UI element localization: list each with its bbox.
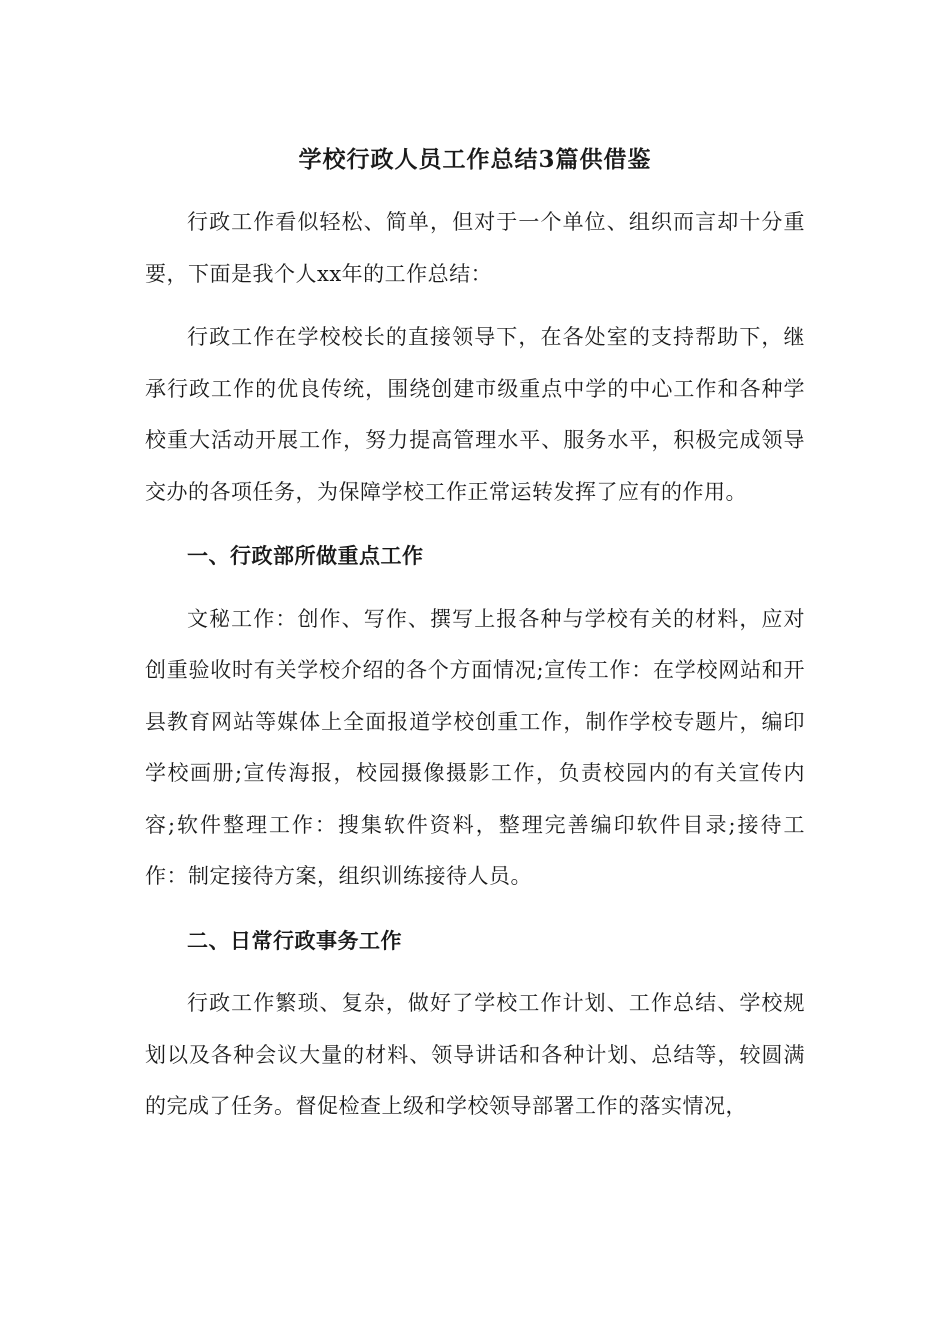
document-body bbox=[145, 197, 805, 1145]
document-title: 学校行政人员工作总结3篇供借鉴 bbox=[298, 146, 652, 173]
section-1-paragraph: 文秘工作：创作、写作、撰写上报各种与学校有关的材料，应对创重验收时有关学校介绍的各个方面情况;宣传工作：在学校网站和开县教育网站等媒体上全面报道学校创重工作，制作学校专题片，编印学校画册;宣传海报，校园摄像摄影工作，负责校园内的有关宣传内容;软件整理工作：搜集软件资料，整理完善编印软件目录;接待工作：制定接待方案，组织训练接待人员。 bbox=[145, 606, 805, 888]
section-heading-2: 二、日常行政事务工作 bbox=[187, 927, 402, 953]
section-heading-1: 一、行政部所做重点工作 bbox=[187, 543, 424, 568]
overview-paragraph: 行政工作在学校校长的直接领导下，在各处室的支持帮助下，继承行政工作的优良传统，围绕创建市级重点中学的中心工作和各种学校重大活动开展工作，努力提高管理水平、服务水平，积极完成领导交办的各项任务，为保障学校工作正常运转发挥了应有的作用。 bbox=[145, 325, 805, 504]
intro-paragraph: 行政工作看似轻松、简单，但对于一个单位、组织而言却十分重要，下面是我个人xx年的工作总结： bbox=[145, 210, 805, 286]
section-2-paragraph: 行政工作繁琐、复杂，做好了学校工作计划、工作总结、学校规划以及各种会议大量的材料、领导讲话和各种计划、总结等，较圆满的完成了任务。督促检查上级和学校领导部署工作的落实情况， bbox=[145, 991, 805, 1118]
